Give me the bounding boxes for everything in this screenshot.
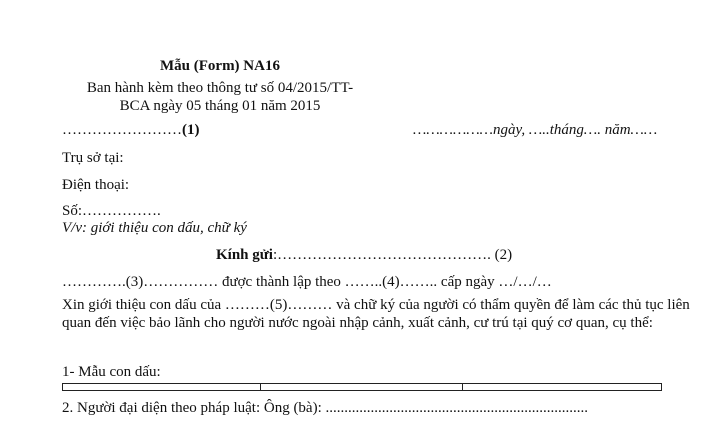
document-number: Số:…………….	[62, 203, 161, 219]
subject-line: V/v: giới thiệu con dấu, chữ ký	[62, 220, 247, 236]
recipient-label: Kính gửi	[216, 247, 273, 263]
table-divider	[260, 384, 261, 390]
recipient-line	[216, 246, 512, 264]
date-line: ………………ngày, …..tháng…. năm……	[413, 122, 658, 138]
recipient-value: :……………………………………. (2)	[272, 247, 513, 263]
form-title: Mẫu (Form) NA16	[160, 58, 280, 74]
establishment-line: ………….(3)…………… được thành lập theo ……..(4)…….. cấp ngày …/…/…	[62, 274, 552, 290]
table-divider	[462, 384, 463, 390]
issuing-organization-line	[62, 121, 200, 139]
seal-sample-heading: 1- Mẫu con dấu:	[62, 364, 161, 380]
organization-dots: ……………………	[62, 122, 182, 138]
introduction-paragraph: Xin giới thiệu con dấu của ………(5)……… và chữ ký của người có thẩm quyền để làm các thủ tục liên quan đến việc bảo lãnh cho người nước ngoài nhập cảnh, xuất cảnh, cư trú tại quý cơ quan, cụ thể:	[62, 297, 690, 331]
table-divider	[661, 384, 662, 390]
office-address-label: Trụ sở tại:	[62, 150, 124, 166]
organization-marker: (1)	[182, 122, 200, 138]
table-divider	[62, 384, 63, 390]
phone-label: Điện thoại:	[62, 177, 130, 193]
form-issuance-line-2: BCA ngày 05 tháng 01 năm 2015	[119, 98, 321, 114]
seal-sample-table	[62, 383, 662, 391]
legal-representative-line: 2. Người đại diện theo pháp luật: Ông (bà): ......................................................................	[62, 400, 589, 416]
form-issuance-line-1: Ban hành kèm theo thông tư số 04/2015/TT-	[86, 80, 354, 96]
